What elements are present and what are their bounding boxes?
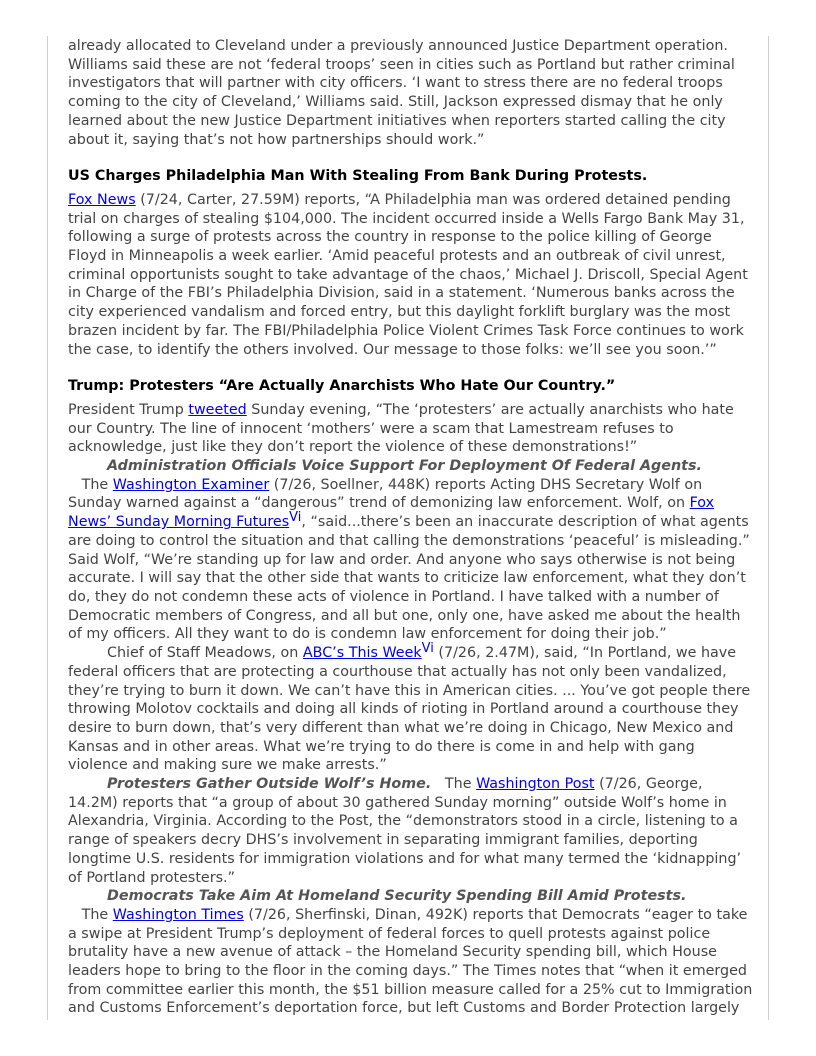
- section-gap: [68, 149, 754, 167]
- fox-news-link[interactable]: Fox News: [68, 191, 136, 208]
- protesters-paragraph: [68, 775, 754, 887]
- story-headline-trump: Trump: Protesters “Are Actually Anarchists Who Hate Our Country.”: [68, 378, 616, 395]
- meadows-paragraph: [68, 641, 754, 775]
- fox-news-sunday-morning-futures-link[interactable]: Fox News’ Sunday Morning Futures: [68, 495, 715, 531]
- paragraph-text: The: [68, 906, 113, 923]
- subheading-administration: Administration Officials Voice Support For Deployment Of Federal Agents.: [107, 458, 702, 475]
- paragraph-text: (7/26, Sherfinski, Dinan, 492K) reports that Democrats “eager to take a swipe at President Trump’s deployment of federal forces to quell protests against police brutality have a new avenue of attack – the Homeland Security spending bill, which House leaders hope to bring to the floor in the coming days.” The Times notes that “when it emerged from committee earlier this month, the $51 billion measure called for a 25% cut to Immigration and Customs Enforcement’s deportation force, but left Customs and Border Protection largely: [68, 906, 753, 1017]
- trump-tweet-paragraph: [68, 401, 754, 457]
- subheading-protesters: Protesters Gather Outside Wolf’s Home.: [107, 776, 432, 793]
- tweeted-link[interactable]: tweeted: [188, 401, 247, 418]
- article-page: [68, 37, 754, 1018]
- democrats-paragraph: [68, 887, 754, 1018]
- section-gap: [68, 359, 754, 377]
- paragraph-text: (7/26, Soellner, 448K) reports Acting DHS Secretary Wolf on Sunday warned against a “dangerous” trend of demonizing law enforcement. Wolf, on: [68, 476, 703, 512]
- abc-this-week-link[interactable]: ABC’s This Week: [302, 645, 422, 662]
- video-marker-icon[interactable]: Vi: [289, 510, 302, 526]
- subheading-democrats: Democrats Take Aim At Homeland Security Spending Bill Amid Protests.: [107, 888, 687, 905]
- paragraph-text: The: [68, 476, 113, 493]
- washington-times-link[interactable]: Washington Times: [112, 906, 244, 923]
- paragraph-text: (7/26, George, 14.2M) reports that “a group of about 30 gathered Sunday morning” outside Wolf’s home in Alexandria, Virginia. According to the Post, the “demonstrators stood in a circle, listening to a range of speakers decry DHS’s involvement in separating immigrant families, deporting longtime U.S. residents for immigration violations and for what many termed the ‘kidnapping’ of Portland protesters.”: [68, 776, 742, 886]
- story-text: (7/24, Carter, 27.59M) reports, “A Philadelphia man was ordered detained pending trial on charges of stealing $104,000. The incident occurred inside a Wells Fargo Bank May 31, following a surge of protests across the country in response to the police killing of George Floyd in Minneapolis a week earlier. ‘Amid peaceful protests and an outbreak of civil unrest, criminal opportunists sought to take advantage of the chaos,’ Michael J. Driscoll, Special Agent in Charge of the FBI’s Philadelphia Division, said in a statement. ‘Numerous banks across the city experienced vandalism and forced entry, but this daylight forklift burglary was the most brazen incident by far. The FBI/Philadelphia Police Violent Crimes Task Force continues to work the case, to identify the others involved. Our message to those folks: we’ll see you soon.’”: [68, 191, 748, 358]
- paragraph-text: (7/26, 2.47M), said, “In Portland, we have federal officers that are protecting a courthouse that actually has not only been vandalized, they’re trying to burn it down. We can’t have this in American cities. ... You’ve got people there throwing Molotov cocktails and doing all kinds of rioting in Portland around a courthouse they desire to burn down, that’s very different than what we’re doing in Chicago, New Mexico and Kansas and in other areas. What we’re trying to do there is come in and help with gang violence and making sure we make arrests.”: [68, 645, 751, 774]
- paragraph-text: Sunday evening, “The ‘protesters’ are actually anarchists who hate our Country. The line of innocent ‘mothers’ were a scam that Lamestream refuses to acknowledge, just like they don’t report the violence of these demonstrations!”: [68, 401, 734, 456]
- left-margin-rule: [47, 36, 48, 1020]
- story-paragraph-philadelphia: [68, 191, 754, 359]
- paragraph-text: President Trump: [68, 401, 189, 418]
- paragraph-text: The: [431, 776, 477, 793]
- wolf-paragraph: [68, 457, 754, 644]
- intro-paragraph: already allocated to Cleveland under a previously announced Justice Department operation. Williams said these are not ‘federal troops’ seen in cities such as Portland but rather criminal investigators that will partner with city officers. ‘I want to stress there are no federal troops coming to the city of Cleveland,’ Williams said. Still, Jackson expressed dismay that he only learned about the new Justice Department initiatives when reporters started calling the city about it, saying that’s not how partnerships should work.”: [68, 38, 735, 148]
- paragraph-text: Chief of Staff Meadows, on: [107, 645, 303, 662]
- paragraph-text: , “said...there’s been an inaccurate description of what agents are doing to control the situation and that calling the demonstrations ‘peaceful’ is misleading.” Said Wolf, “We’re standing up for law and order. And anyone who says otherwise is not being accurate. I will say that the other side that wants to criticize law enforcement, what they don’t do, they do not condemn these acts of violence in Portland. I have talked with a number of Democratic members of Congress, and all but one, only one, have asked me about the health of my officers. All they want to do is condemn law enforcement for doing their job.”: [68, 514, 750, 643]
- washington-examiner-link[interactable]: Washington Examiner: [112, 476, 270, 493]
- right-margin-rule: [768, 36, 769, 1020]
- story-headline-philadelphia: US Charges Philadelphia Man With Stealing From Bank During Protests.: [68, 168, 648, 185]
- washington-post-link[interactable]: Washington Post: [476, 776, 595, 793]
- video-marker-icon[interactable]: Vi: [421, 641, 434, 657]
